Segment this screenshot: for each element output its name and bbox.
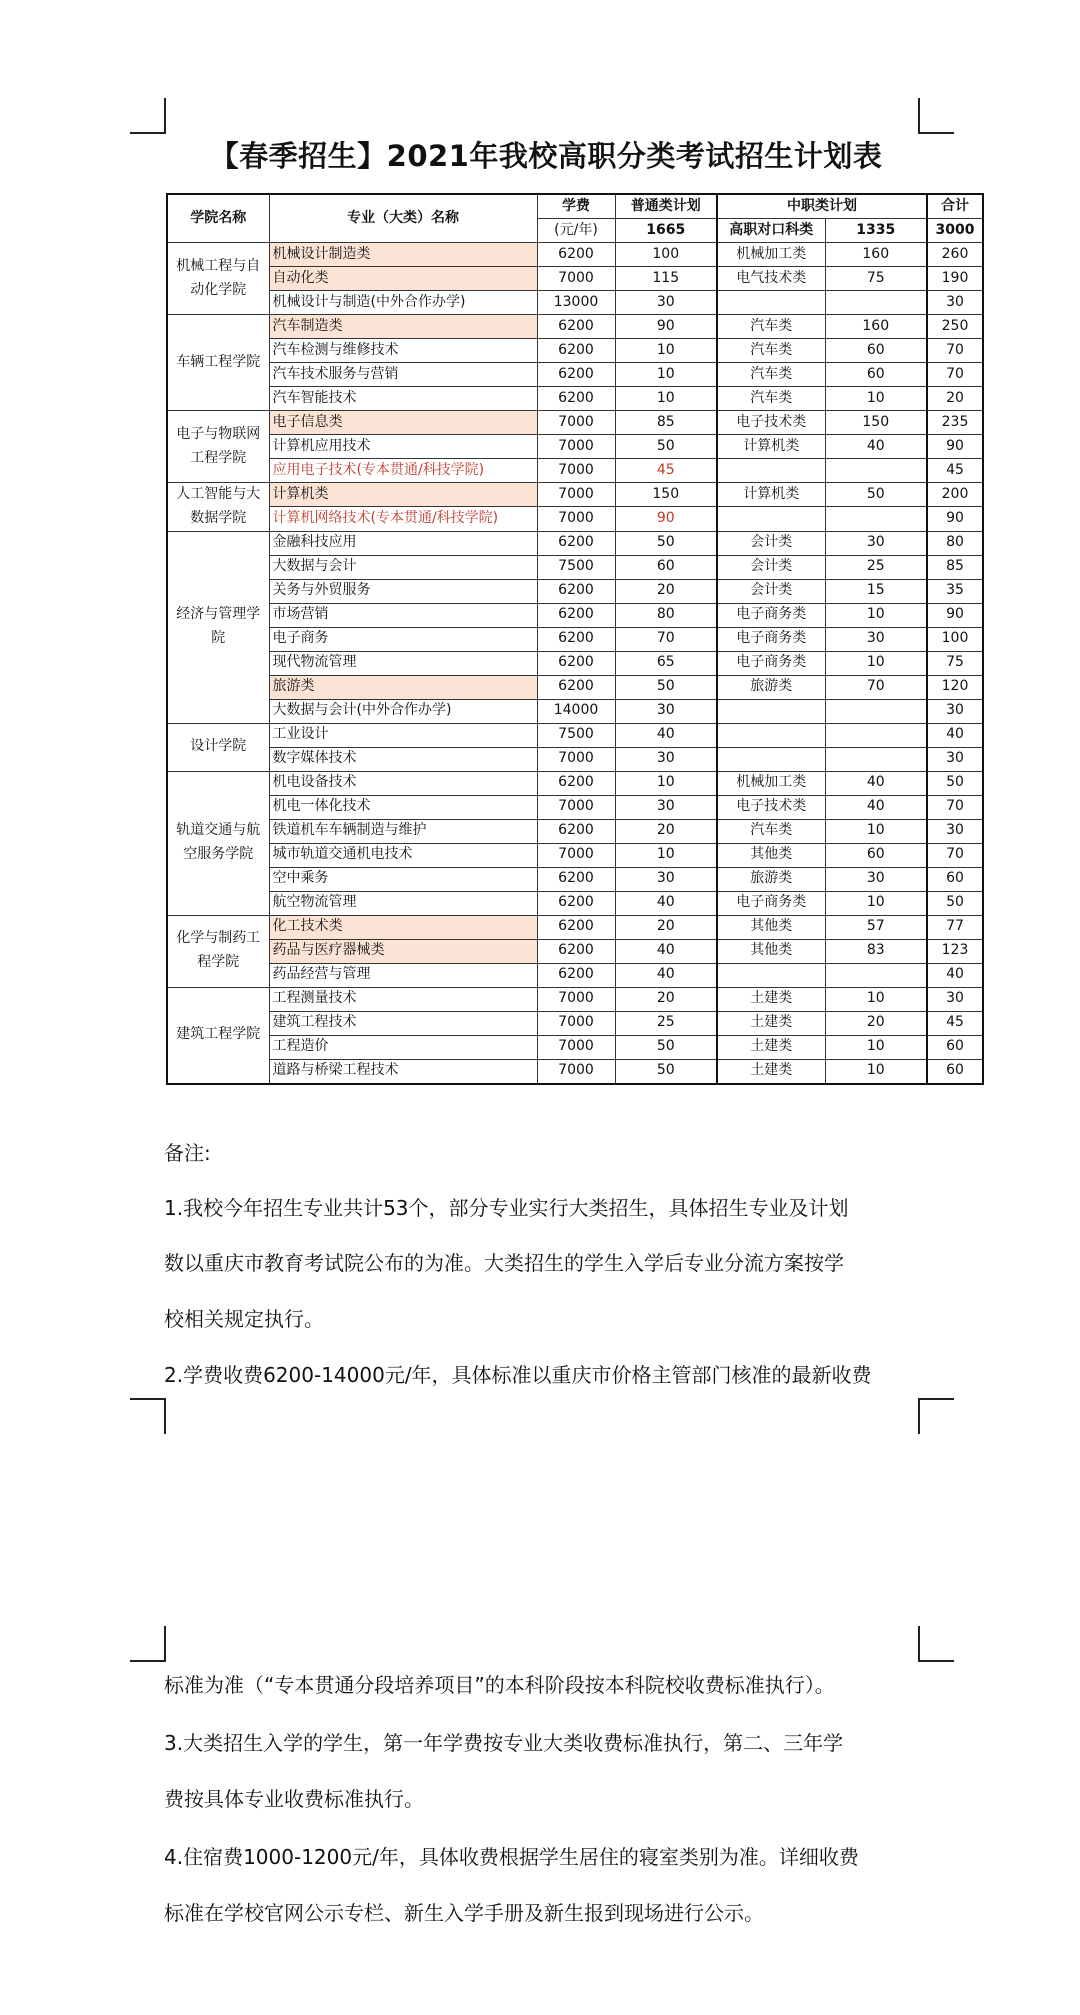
fee-cell: 7500 — [537, 723, 615, 747]
general-plan-cell: 30 — [615, 699, 717, 723]
fee-cell: 6200 — [537, 771, 615, 795]
vocational-plan-cell — [825, 291, 927, 315]
header-sum: 合计 — [927, 194, 983, 219]
fee-cell: 6200 — [537, 891, 615, 915]
total-cell: 85 — [927, 555, 983, 579]
vocational-plan-cell — [825, 723, 927, 747]
fee-cell: 6200 — [537, 867, 615, 891]
vocational-subject-cell — [717, 459, 825, 483]
total-cell: 30 — [927, 291, 983, 315]
general-plan-cell: 10 — [615, 363, 717, 387]
fee-cell: 7000 — [537, 1035, 615, 1059]
vocational-subject-cell: 电子商务类 — [717, 603, 825, 627]
general-plan-cell: 65 — [615, 651, 717, 675]
fee-cell: 7000 — [537, 411, 615, 435]
vocational-plan-cell: 40 — [825, 771, 927, 795]
table-row — [167, 507, 983, 531]
general-plan-cell: 80 — [615, 603, 717, 627]
vocational-subject-cell — [717, 963, 825, 987]
total-cell: 20 — [927, 387, 983, 411]
general-plan-cell: 60 — [615, 555, 717, 579]
total-cell: 45 — [927, 1011, 983, 1035]
header-fee-unit: (元/年) — [537, 219, 615, 243]
table-row — [167, 315, 983, 339]
fee-cell: 6200 — [537, 627, 615, 651]
header-sum-total: 3000 — [927, 219, 983, 243]
crop-mark-page2-top-right — [918, 1626, 954, 1662]
page-title: 【春季招生】2021年我校高职分类考试招生计划表 — [209, 139, 883, 173]
general-plan-cell: 50 — [615, 675, 717, 699]
total-cell: 70 — [927, 363, 983, 387]
vocational-plan-cell: 40 — [825, 795, 927, 819]
vocational-plan-cell — [825, 507, 927, 531]
note-1-line-3: 校相关规定执行。 — [164, 1307, 324, 1331]
vocational-plan-cell: 50 — [825, 483, 927, 507]
vocational-plan-cell: 150 — [825, 411, 927, 435]
vocational-subject-cell — [717, 723, 825, 747]
major-cell: 现代物流管理 — [269, 651, 537, 675]
note-3-line-1: 3.大类招生入学的学生，第一年学费按专业大类收费标准执行，第二、三年学 — [164, 1731, 844, 1755]
college-name-cell: 电子与物联网工程学院 — [167, 411, 269, 483]
vocational-plan-cell: 160 — [825, 243, 927, 267]
table-row — [167, 987, 983, 1011]
total-cell: 70 — [927, 843, 983, 867]
general-plan-cell: 40 — [615, 723, 717, 747]
total-cell: 50 — [927, 891, 983, 915]
vocational-plan-cell — [825, 459, 927, 483]
total-cell: 60 — [927, 1035, 983, 1059]
header-general-total: 1665 — [615, 219, 717, 243]
table-row — [167, 795, 983, 819]
fee-cell: 6200 — [537, 819, 615, 843]
vocational-plan-cell: 70 — [825, 675, 927, 699]
vocational-subject-cell: 土建类 — [717, 987, 825, 1011]
fee-cell: 6200 — [537, 339, 615, 363]
general-plan-cell: 10 — [615, 771, 717, 795]
fee-cell: 6200 — [537, 915, 615, 939]
major-cell: 汽车智能技术 — [269, 387, 537, 411]
vocational-plan-cell — [825, 699, 927, 723]
general-plan-cell: 90 — [615, 315, 717, 339]
table-row — [167, 1035, 983, 1059]
vocational-subject-cell: 电子商务类 — [717, 651, 825, 675]
vocational-plan-cell: 10 — [825, 387, 927, 411]
fee-cell: 7000 — [537, 843, 615, 867]
table-row — [167, 675, 983, 699]
table-row — [167, 1011, 983, 1035]
major-cell: 应用电子技术(专本贯通/科技学院) — [269, 459, 537, 483]
general-plan-cell: 20 — [615, 579, 717, 603]
note-3-line-2: 费按具体专业收费标准执行。 — [164, 1787, 424, 1811]
vocational-plan-cell: 40 — [825, 435, 927, 459]
header-general-plan: 普通类计划 — [615, 194, 717, 219]
total-cell: 40 — [927, 963, 983, 987]
total-cell: 45 — [927, 459, 983, 483]
fee-cell: 6200 — [537, 363, 615, 387]
crop-mark-page2-top-left — [130, 1626, 166, 1662]
vocational-subject-cell: 计算机类 — [717, 483, 825, 507]
major-cell: 大数据与会计(中外合作办学) — [269, 699, 537, 723]
major-cell: 电子信息类 — [269, 411, 537, 435]
general-plan-cell: 10 — [615, 843, 717, 867]
table-row — [167, 243, 983, 267]
general-plan-cell: 50 — [615, 1059, 717, 1084]
vocational-subject-cell: 旅游类 — [717, 675, 825, 699]
vocational-subject-cell: 其他类 — [717, 939, 825, 963]
vocational-plan-cell: 10 — [825, 819, 927, 843]
vocational-subject-cell: 土建类 — [717, 1059, 825, 1084]
crop-mark-top-left — [130, 98, 166, 134]
total-cell: 75 — [927, 651, 983, 675]
total-cell: 40 — [927, 723, 983, 747]
general-plan-cell: 10 — [615, 387, 717, 411]
major-cell: 工程造价 — [269, 1035, 537, 1059]
fee-cell: 7000 — [537, 267, 615, 291]
fee-cell: 7500 — [537, 555, 615, 579]
total-cell: 100 — [927, 627, 983, 651]
vocational-plan-cell — [825, 963, 927, 987]
general-plan-cell: 85 — [615, 411, 717, 435]
vocational-subject-cell: 会计类 — [717, 555, 825, 579]
crop-mark-top-right — [918, 98, 954, 134]
major-cell: 汽车制造类 — [269, 315, 537, 339]
vocational-subject-cell: 电子技术类 — [717, 411, 825, 435]
total-cell: 90 — [927, 435, 983, 459]
major-cell: 计算机类 — [269, 483, 537, 507]
general-plan-cell: 150 — [615, 483, 717, 507]
note-4-line-2: 标准在学校官网公示专栏、新生入学手册及新生报到现场进行公示。 — [164, 1901, 764, 1925]
vocational-plan-cell: 25 — [825, 555, 927, 579]
general-plan-cell: 20 — [615, 819, 717, 843]
fee-cell: 6200 — [537, 243, 615, 267]
table-row — [167, 411, 983, 435]
major-cell: 金融科技应用 — [269, 531, 537, 555]
fee-cell: 7000 — [537, 483, 615, 507]
table-row — [167, 387, 983, 411]
major-cell: 药品经营与管理 — [269, 963, 537, 987]
major-cell: 自动化类 — [269, 267, 537, 291]
vocational-plan-cell: 83 — [825, 939, 927, 963]
major-cell: 关务与外贸服务 — [269, 579, 537, 603]
major-cell: 电子商务 — [269, 627, 537, 651]
college-name-cell: 化学与制药工程学院 — [167, 915, 269, 987]
total-cell: 30 — [927, 987, 983, 1011]
vocational-subject-cell: 汽车类 — [717, 339, 825, 363]
college-name-cell: 车辆工程学院 — [167, 315, 269, 411]
total-cell: 200 — [927, 483, 983, 507]
total-cell: 90 — [927, 507, 983, 531]
table-row — [167, 579, 983, 603]
table-row — [167, 867, 983, 891]
vocational-subject-cell: 计算机类 — [717, 435, 825, 459]
table-row — [167, 459, 983, 483]
college-name-cell: 机械工程与自动化学院 — [167, 243, 269, 315]
fee-cell: 7000 — [537, 507, 615, 531]
fee-cell: 6200 — [537, 315, 615, 339]
major-cell: 计算机应用技术 — [269, 435, 537, 459]
major-cell: 大数据与会计 — [269, 555, 537, 579]
total-cell: 60 — [927, 867, 983, 891]
vocational-plan-cell: 60 — [825, 339, 927, 363]
total-cell: 70 — [927, 339, 983, 363]
vocational-subject-cell: 土建类 — [717, 1035, 825, 1059]
table-row — [167, 651, 983, 675]
fee-cell: 7000 — [537, 1059, 615, 1084]
table-row — [167, 915, 983, 939]
table-row — [167, 819, 983, 843]
vocational-subject-cell: 旅游类 — [717, 867, 825, 891]
table-body — [167, 243, 983, 1084]
major-cell: 市场营销 — [269, 603, 537, 627]
general-plan-cell: 30 — [615, 867, 717, 891]
header-fee: 学费 — [537, 194, 615, 219]
major-cell: 计算机网络技术(专本贯通/科技学院) — [269, 507, 537, 531]
major-cell: 机电一体化技术 — [269, 795, 537, 819]
total-cell: 30 — [927, 747, 983, 771]
table-row — [167, 627, 983, 651]
header-vocational-subject: 高职对口科类 — [717, 219, 825, 243]
table-row — [167, 339, 983, 363]
total-cell: 77 — [927, 915, 983, 939]
major-cell: 机械设计与制造(中外合作办学) — [269, 291, 537, 315]
vocational-subject-cell — [717, 291, 825, 315]
fee-cell: 13000 — [537, 291, 615, 315]
total-cell: 60 — [927, 1059, 983, 1084]
general-plan-cell: 30 — [615, 291, 717, 315]
total-cell: 30 — [927, 699, 983, 723]
enrollment-plan-table — [166, 193, 984, 1085]
major-cell: 汽车检测与维修技术 — [269, 339, 537, 363]
vocational-plan-cell: 30 — [825, 531, 927, 555]
fee-cell: 6200 — [537, 963, 615, 987]
major-cell: 空中乘务 — [269, 867, 537, 891]
fee-cell: 6200 — [537, 939, 615, 963]
college-name-cell: 轨道交通与航空服务学院 — [167, 771, 269, 915]
total-cell: 190 — [927, 267, 983, 291]
total-cell: 30 — [927, 819, 983, 843]
major-cell: 工程测量技术 — [269, 987, 537, 1011]
vocational-subject-cell: 电子商务类 — [717, 627, 825, 651]
table-row — [167, 939, 983, 963]
vocational-plan-cell: 10 — [825, 603, 927, 627]
vocational-subject-cell: 汽车类 — [717, 363, 825, 387]
general-plan-cell: 45 — [615, 459, 717, 483]
vocational-subject-cell: 汽车类 — [717, 819, 825, 843]
vocational-subject-cell: 会计类 — [717, 579, 825, 603]
table-row — [167, 531, 983, 555]
vocational-plan-cell: 10 — [825, 651, 927, 675]
vocational-plan-cell: 75 — [825, 267, 927, 291]
total-cell: 235 — [927, 411, 983, 435]
vocational-plan-cell: 57 — [825, 915, 927, 939]
table-header — [167, 194, 983, 243]
vocational-plan-cell: 15 — [825, 579, 927, 603]
table-row — [167, 747, 983, 771]
table-row — [167, 771, 983, 795]
vocational-subject-cell: 土建类 — [717, 1011, 825, 1035]
crop-mark-page-break-left — [130, 1398, 166, 1434]
table-row — [167, 291, 983, 315]
fee-cell: 7000 — [537, 987, 615, 1011]
general-plan-cell: 40 — [615, 963, 717, 987]
header-major: 专业（大类）名称 — [269, 194, 537, 243]
major-cell: 道路与桥梁工程技术 — [269, 1059, 537, 1084]
vocational-plan-cell: 20 — [825, 1011, 927, 1035]
major-cell: 化工技术类 — [269, 915, 537, 939]
total-cell: 70 — [927, 795, 983, 819]
total-cell: 260 — [927, 243, 983, 267]
vocational-subject-cell — [717, 699, 825, 723]
table-row — [167, 483, 983, 507]
major-cell: 汽车技术服务与营销 — [269, 363, 537, 387]
major-cell: 药品与医疗器械类 — [269, 939, 537, 963]
vocational-subject-cell: 其他类 — [717, 915, 825, 939]
vocational-subject-cell: 机械加工类 — [717, 771, 825, 795]
table-row — [167, 723, 983, 747]
general-plan-cell: 30 — [615, 795, 717, 819]
general-plan-cell: 25 — [615, 1011, 717, 1035]
vocational-plan-cell: 10 — [825, 987, 927, 1011]
general-plan-cell: 40 — [615, 891, 717, 915]
vocational-plan-cell: 60 — [825, 843, 927, 867]
total-cell: 120 — [927, 675, 983, 699]
fee-cell: 6200 — [537, 675, 615, 699]
major-cell: 铁道机车车辆制造与维护 — [269, 819, 537, 843]
table-row — [167, 363, 983, 387]
major-cell: 机电设备技术 — [269, 771, 537, 795]
table-row — [167, 891, 983, 915]
college-name-cell: 设计学院 — [167, 723, 269, 771]
vocational-plan-cell: 30 — [825, 627, 927, 651]
vocational-subject-cell — [717, 507, 825, 531]
vocational-plan-cell: 160 — [825, 315, 927, 339]
general-plan-cell: 20 — [615, 987, 717, 1011]
crop-mark-page-break-right — [918, 1398, 954, 1434]
general-plan-cell: 30 — [615, 747, 717, 771]
table-row — [167, 1059, 983, 1084]
table-row — [167, 843, 983, 867]
college-name-cell: 经济与管理学院 — [167, 531, 269, 723]
fee-cell: 7000 — [537, 795, 615, 819]
header-vocational-total: 1335 — [825, 219, 927, 243]
vocational-subject-cell: 电子商务类 — [717, 891, 825, 915]
general-plan-cell: 90 — [615, 507, 717, 531]
major-cell: 建筑工程技术 — [269, 1011, 537, 1035]
note-4-line-1: 4.住宿费1000-1200元/年，具体收费根据学生居住的寝室类别为准。详细收费 — [164, 1845, 859, 1869]
vocational-plan-cell: 10 — [825, 1035, 927, 1059]
general-plan-cell: 50 — [615, 531, 717, 555]
major-cell: 旅游类 — [269, 675, 537, 699]
vocational-plan-cell: 10 — [825, 1059, 927, 1084]
fee-cell: 7000 — [537, 459, 615, 483]
vocational-subject-cell: 会计类 — [717, 531, 825, 555]
note-1-line-1: 1.我校今年招生专业共计53个，部分专业实行大类招生，具体招生专业及计划 — [164, 1196, 849, 1220]
total-cell: 35 — [927, 579, 983, 603]
total-cell: 250 — [927, 315, 983, 339]
general-plan-cell: 20 — [615, 915, 717, 939]
general-plan-cell: 40 — [615, 939, 717, 963]
vocational-subject-cell: 电气技术类 — [717, 267, 825, 291]
general-plan-cell: 50 — [615, 435, 717, 459]
vocational-subject-cell: 电子技术类 — [717, 795, 825, 819]
fee-cell: 7000 — [537, 1011, 615, 1035]
major-cell: 数字媒体技术 — [269, 747, 537, 771]
major-cell: 机械设计制造类 — [269, 243, 537, 267]
note-2-line-1: 2.学费收费6200-14000元/年，具体标准以重庆市价格主管部门核准的最新收费 — [164, 1363, 872, 1387]
major-cell: 航空物流管理 — [269, 891, 537, 915]
table-row — [167, 603, 983, 627]
fee-cell: 6200 — [537, 579, 615, 603]
table-row — [167, 555, 983, 579]
fee-cell: 6200 — [537, 651, 615, 675]
vocational-plan-cell: 10 — [825, 891, 927, 915]
general-plan-cell: 115 — [615, 267, 717, 291]
fee-cell: 7000 — [537, 747, 615, 771]
vocational-subject-cell: 汽车类 — [717, 387, 825, 411]
table-row — [167, 435, 983, 459]
vocational-subject-cell: 其他类 — [717, 843, 825, 867]
general-plan-cell: 50 — [615, 1035, 717, 1059]
table-row — [167, 267, 983, 291]
vocational-subject-cell: 汽车类 — [717, 315, 825, 339]
header-college: 学院名称 — [167, 194, 269, 243]
fee-cell: 6200 — [537, 531, 615, 555]
table-row — [167, 699, 983, 723]
fee-cell: 6200 — [537, 387, 615, 411]
total-cell: 123 — [927, 939, 983, 963]
fee-cell: 7000 — [537, 435, 615, 459]
general-plan-cell: 100 — [615, 243, 717, 267]
table-row — [167, 963, 983, 987]
vocational-subject-cell: 机械加工类 — [717, 243, 825, 267]
general-plan-cell: 70 — [615, 627, 717, 651]
college-name-cell: 建筑工程学院 — [167, 987, 269, 1084]
header-vocational-plan: 中职类计划 — [717, 194, 927, 219]
fee-cell: 6200 — [537, 603, 615, 627]
notes-heading: 备注: — [164, 1141, 211, 1165]
note-1-line-2: 数以重庆市教育考试院公布的为准。大类招生的学生入学后专业分流方案按学 — [164, 1251, 844, 1275]
major-cell: 工业设计 — [269, 723, 537, 747]
major-cell: 城市轨道交通机电技术 — [269, 843, 537, 867]
total-cell: 50 — [927, 771, 983, 795]
vocational-plan-cell: 30 — [825, 867, 927, 891]
fee-cell: 14000 — [537, 699, 615, 723]
vocational-plan-cell — [825, 747, 927, 771]
college-name-cell: 人工智能与大数据学院 — [167, 483, 269, 532]
total-cell: 90 — [927, 603, 983, 627]
total-cell: 80 — [927, 531, 983, 555]
vocational-subject-cell — [717, 747, 825, 771]
note-2-line-2: 标准为准（“专本贯通分段培养项目”的本科阶段按本科院校收费标准执行）。 — [164, 1673, 835, 1697]
vocational-plan-cell: 60 — [825, 363, 927, 387]
general-plan-cell: 10 — [615, 339, 717, 363]
